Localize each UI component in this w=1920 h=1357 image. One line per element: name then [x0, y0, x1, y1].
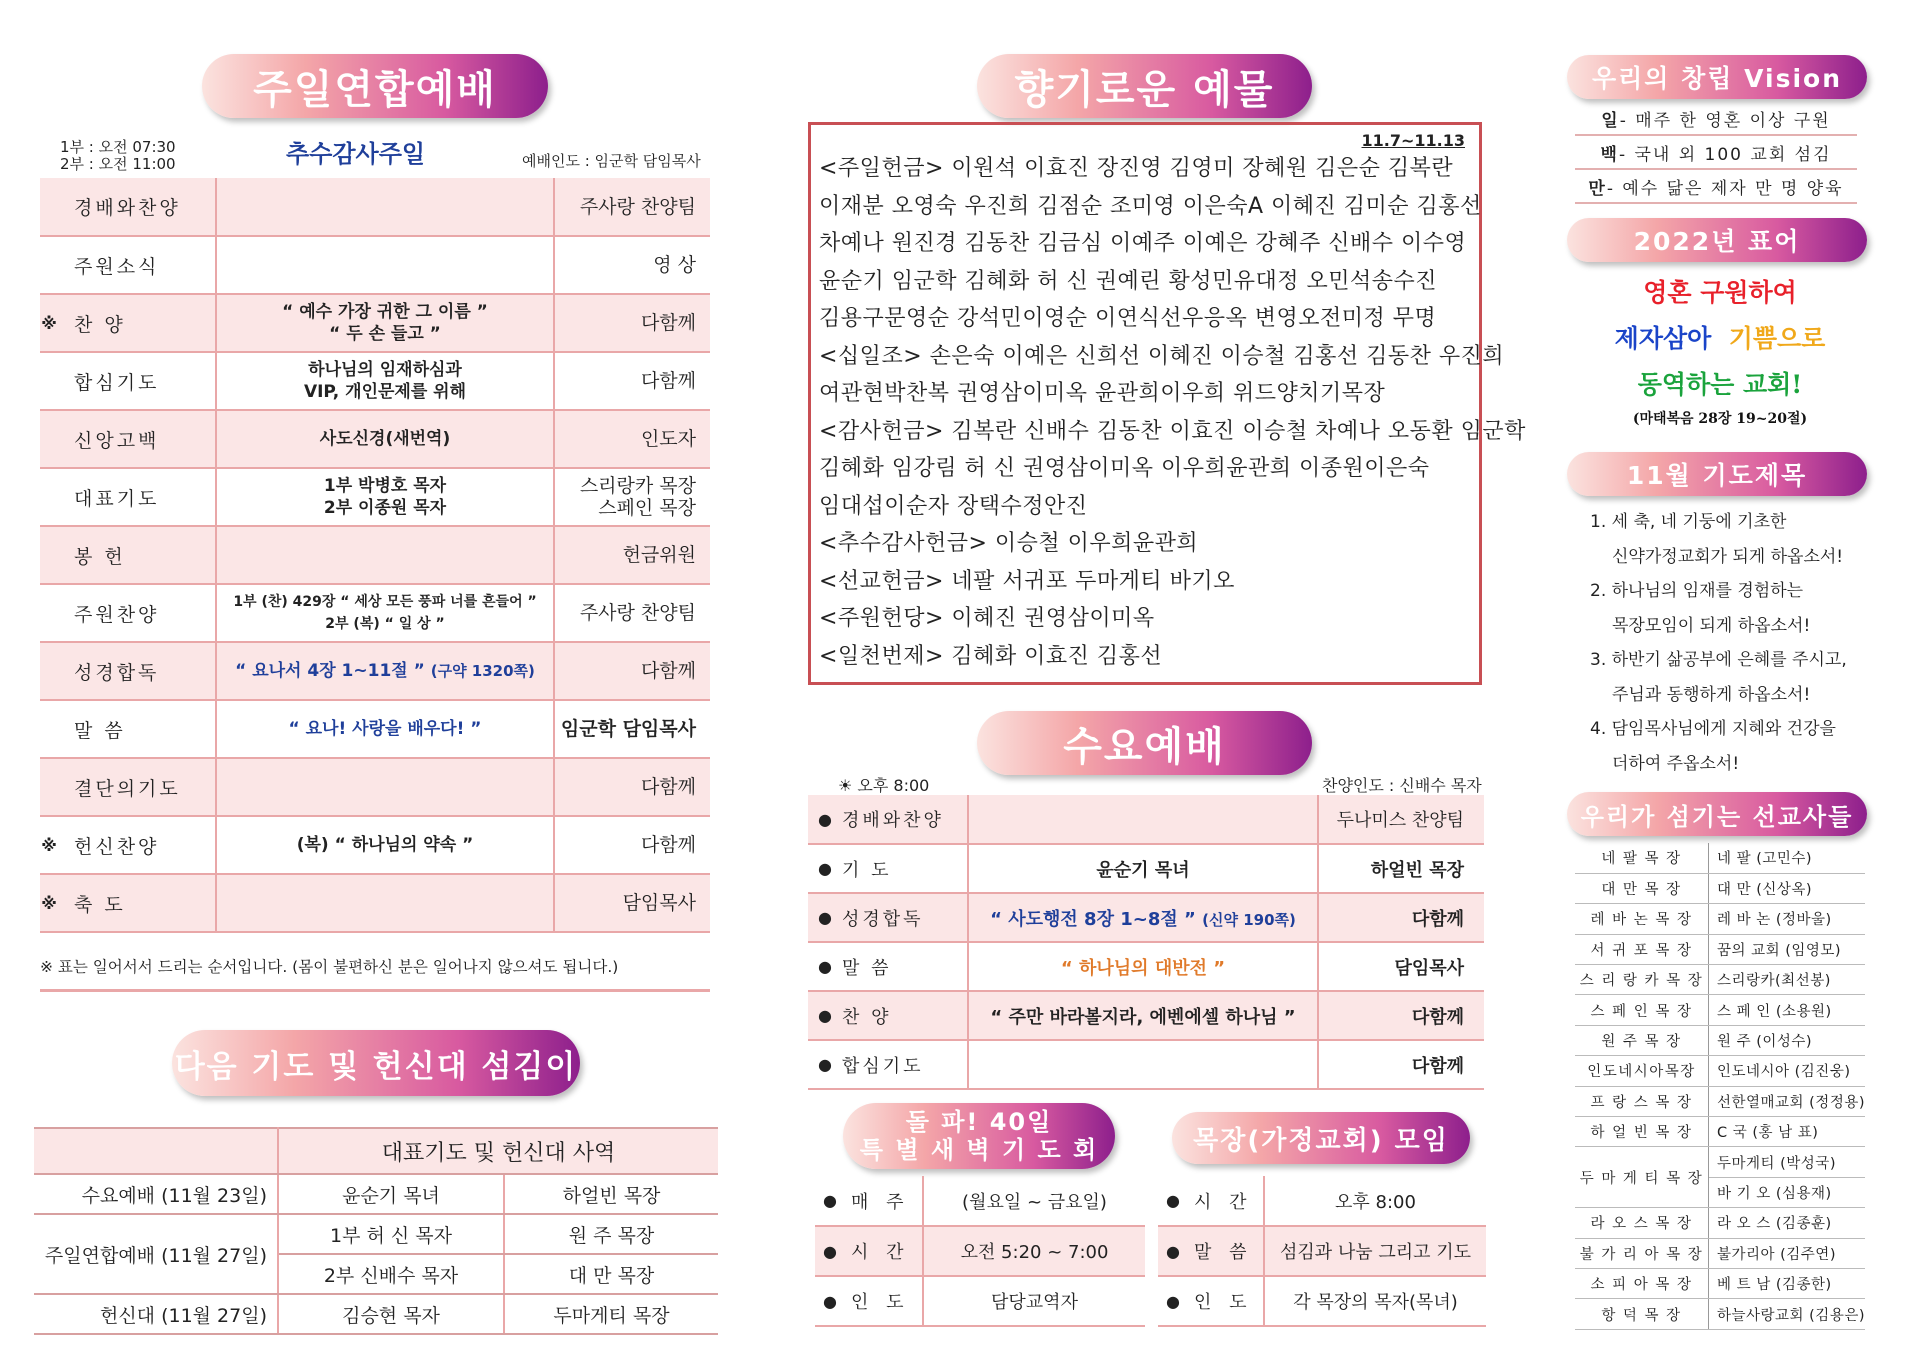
- stand-mark: [40, 410, 58, 468]
- order-item-content: [216, 236, 554, 294]
- duty-prayer: 2부 신배수 목자: [278, 1254, 504, 1294]
- order-item-leader: 다함께: [554, 816, 710, 874]
- order-item-name: 주원찬양: [58, 584, 216, 642]
- mission-group: 대 만 목 장: [1575, 873, 1709, 903]
- order-item-leader: 담임목사: [554, 874, 710, 932]
- table-row: [40, 236, 710, 294]
- vision-item: 백 - 국내 외 100 교회 섬김: [1575, 136, 1857, 170]
- offering-line: 김용구문영순 강석민이영순 이연식선우응옥 변영오전미정 무명: [819, 306, 1437, 331]
- missionary-name: 네 팔 (고민수): [1709, 843, 1866, 873]
- duty-prayer: 윤순기 목녀: [278, 1174, 504, 1214]
- order-item-name: 성경합독: [842, 893, 968, 942]
- duty-cell: 하얼빈 목장: [504, 1174, 718, 1214]
- mission-group: 두 마 게 티 목 장: [1575, 1147, 1709, 1208]
- order-item-leader: 하얼빈 목장: [1318, 844, 1484, 893]
- duty-event: 헌신대 (11월 27일): [34, 1294, 278, 1334]
- table-row: ● 매 주 (월요일 ~ 금요일): [815, 1176, 1145, 1226]
- table-row: [40, 816, 710, 874]
- order-item-name: 주원소식: [58, 236, 216, 294]
- bullet-icon: ●: [808, 942, 842, 991]
- wednesday-time: ☀ 오후 8:00: [838, 776, 930, 795]
- order-item-name: 말 씀: [58, 700, 216, 758]
- bullet-icon: ●: [808, 795, 842, 844]
- order-item-name: 신앙고백: [58, 410, 216, 468]
- duty-cell: 대 만 목장: [504, 1254, 718, 1294]
- order-item-leader: 다함께: [554, 352, 710, 410]
- missions-table: [1575, 843, 1865, 1330]
- bullet-icon: ●: [808, 1040, 842, 1089]
- order-item-content: 1부 박병호 목자 2부 이종원 목자: [216, 468, 554, 526]
- table-row: ● 시 간 오전 5:20 ~ 7:00: [815, 1226, 1145, 1276]
- missions-banner: 우리가 섬기는 선교사들: [1567, 792, 1867, 836]
- order-item-name: 합심기도: [842, 1040, 968, 1089]
- motto-line-1: 영혼 구원하여: [1643, 278, 1797, 307]
- order-item-leader: 스리랑카 목장 스페인 목장: [554, 468, 710, 526]
- order-item-content: 1부 (찬) 429장 “ 세상 모든 풍파 너를 흔들어 ” 2부 (복) “ 일 상 ”: [216, 584, 554, 642]
- order-item-name: 헌신찬양: [58, 816, 216, 874]
- table-row: [40, 758, 710, 816]
- cell-row-label: 시 간: [1188, 1176, 1264, 1226]
- offering-box: [808, 122, 1526, 685]
- missionary-name: 바 기 오 (심용재): [1709, 1177, 1866, 1207]
- table-row: [1575, 1238, 1865, 1268]
- cell-row-label: 말 씀: [1188, 1226, 1264, 1276]
- offering-line: 여관현박찬복 권영삼이미옥 윤관희이우희 위드양치기목장: [819, 381, 1386, 406]
- order-item-content: “ 요나! 사랑을 배우다! ”: [216, 700, 554, 758]
- missionary-name: 인도네시아 (김진웅): [1709, 1056, 1866, 1086]
- mission-group: 인도네시아목장: [1575, 1056, 1709, 1086]
- order-item-leader: 임군학 담임목사: [554, 700, 710, 758]
- cell-row-value: 섬김과 나눔 그리고 기도: [1264, 1226, 1486, 1276]
- order-item-name: 대표기도: [58, 468, 216, 526]
- table-row: [1575, 965, 1865, 995]
- order-item-name: 성경합독: [58, 642, 216, 700]
- order-item-content: “ 요나서 4장 1~11절 ” (구약 1320쪽): [216, 642, 554, 700]
- duty-event: 수요예배 (11월 23일): [34, 1174, 278, 1214]
- order-item-leader: 인도자: [554, 410, 710, 468]
- order-item-leader: 두나미스 찬양팀: [1318, 795, 1484, 844]
- order-item-leader: 다함께: [1318, 1040, 1484, 1089]
- offering-line: <주일헌금> 이원석 이효진 장진영 김영미 장혜원 김은순 김복란: [819, 156, 1454, 181]
- missionary-name: 라 오 스 (김종훈): [1709, 1208, 1866, 1238]
- bullet-icon: ●: [808, 893, 842, 942]
- order-item-leader: 다함께: [1318, 893, 1484, 942]
- table-row: [1575, 1086, 1865, 1116]
- missionary-name: 스리랑카(최선봉): [1709, 965, 1866, 995]
- offering-date: 11.7~11.13: [1361, 131, 1465, 150]
- order-item-leader: 다함께: [1318, 991, 1484, 1040]
- table-row: [1575, 904, 1865, 934]
- mission-group: 프 랑 스 목 장: [1575, 1086, 1709, 1116]
- order-item-name: 축 도: [58, 874, 216, 932]
- order-item-content: 윤순기 목녀: [968, 844, 1318, 893]
- motto-line-3: 동역하는 교회!: [1637, 370, 1803, 399]
- order-item-name: 찬 양: [842, 991, 968, 1040]
- table-row: [40, 352, 710, 410]
- order-item-leader: 다함께: [554, 758, 710, 816]
- mission-group: 레 바 논 목 장: [1575, 904, 1709, 934]
- duty-cell: 두마게티 목장: [504, 1294, 718, 1334]
- stand-mark: ※: [40, 874, 58, 932]
- vision-banner: 우리의 창립 Vision: [1567, 55, 1867, 99]
- table-row: [808, 991, 1484, 1040]
- duty-banner: 다음 기도 및 헌신대 섬김이: [172, 1030, 580, 1096]
- wednesday-order-table: [808, 795, 1484, 1090]
- order-item-name: 합심기도: [58, 352, 216, 410]
- order-item-content: [216, 178, 554, 236]
- stand-mark: [40, 758, 58, 816]
- missionary-name: 스 페 인 (소용원): [1709, 995, 1866, 1025]
- missionary-name: 불가리아 (김주연): [1709, 1238, 1866, 1268]
- table-row: [1575, 995, 1865, 1025]
- stand-mark: [40, 352, 58, 410]
- sunday-banner: 주일연합예배: [202, 54, 548, 118]
- order-item-content: [968, 1040, 1318, 1089]
- stand-mark: [40, 584, 58, 642]
- dawn-row-value: 오전 5:20 ~ 7:00: [923, 1226, 1145, 1276]
- duty-event: 주일연합예배 (11월 27일): [34, 1214, 278, 1294]
- missionary-name: 레 바 논 (정바울): [1709, 904, 1866, 934]
- offering-line: 이재분 오영숙 우진희 김점순 조미영 이은숙A 이혜진 김미순 김홍선: [819, 193, 1482, 219]
- duty-prayer: 1부 허 신 목자: [278, 1214, 504, 1254]
- sunday-time-2: 2부 : 오전 11:00: [60, 155, 176, 173]
- order-item-leader: 다함께: [554, 642, 710, 700]
- motto-reference: (마태복음 28장 19~20절): [1632, 411, 1808, 427]
- table-row: [808, 844, 1484, 893]
- dawn-row-label: 시 간: [845, 1226, 923, 1276]
- cell-table: [1158, 1176, 1486, 1327]
- order-item-content: “ 사도행전 8장 1~8절 ” (신약 190쪽): [968, 893, 1318, 942]
- bullet-icon: ●: [808, 844, 842, 893]
- table-row: [1575, 1025, 1865, 1055]
- order-item-leader: 주사랑 찬양팀: [554, 584, 710, 642]
- prayer-line: 2. 하나님의 임재를 경험하는: [1590, 581, 1804, 601]
- table-row: ● 말 씀 섬김과 나눔 그리고 기도: [1158, 1226, 1486, 1276]
- cell-row-label: 인 도: [1188, 1276, 1264, 1326]
- vision-item: 만 - 예수 닮은 제자 만 명 양육: [1575, 170, 1857, 204]
- order-item-leader: 다함께: [554, 294, 710, 352]
- table-row: [808, 942, 1484, 991]
- dawn-banner-line1: 돌 파! 40일: [905, 1108, 1053, 1136]
- motto-banner: 2022년 표어: [1567, 218, 1867, 262]
- dawn-table: [815, 1176, 1145, 1327]
- dawn-row-value: 담당교역자: [923, 1276, 1145, 1326]
- mission-group: 스 리 랑 카 목 장: [1575, 965, 1709, 995]
- offering-line: <일천번제> 김혜화 이효진 김홍선: [819, 643, 1163, 669]
- order-item-content: [216, 758, 554, 816]
- prayer-line: 목장모임이 되게 하옵소서!: [1612, 615, 1811, 636]
- table-row: [34, 1174, 718, 1214]
- mission-group: 라 오 스 목 장: [1575, 1208, 1709, 1238]
- order-item-name: 경배와찬양: [58, 178, 216, 236]
- table-row: [1575, 934, 1865, 964]
- mission-group: 서 귀 포 목 장: [1575, 934, 1709, 964]
- sunday-leader: 예배인도 : 임군학 담임목사: [522, 152, 701, 170]
- mission-group: 스 페 인 목 장: [1575, 995, 1709, 1025]
- table-row: [1575, 1268, 1865, 1298]
- order-item-content: “ 예수 가장 귀한 그 이름 ” “ 두 손 들고 ”: [216, 294, 554, 352]
- stand-mark: [40, 236, 58, 294]
- prayer-banner: 11월 기도제목: [1567, 452, 1867, 496]
- table-row: [40, 294, 710, 352]
- missionary-name: 두마게티 (박성국): [1709, 1147, 1866, 1177]
- order-item-leader: 주사랑 찬양팀: [554, 178, 710, 236]
- prayer-line: 더하여 주옵소서!: [1612, 753, 1740, 774]
- order-item-content: (복) “ 하나님의 약속 ”: [216, 816, 554, 874]
- table-row: [40, 874, 710, 932]
- stand-mark: [40, 642, 58, 700]
- stand-mark: [40, 178, 58, 236]
- table-row: [1575, 1299, 1865, 1329]
- dawn-banner-line2: 특 별 새 벽 기 도 회: [859, 1136, 1099, 1164]
- vision-list: [1575, 102, 1857, 204]
- dawn-row-label: 인 도: [845, 1276, 923, 1326]
- sunday-time-1: 1부 : 오전 07:30: [60, 138, 176, 156]
- table-row: [1575, 1208, 1865, 1238]
- mission-group: 소 피 아 목 장: [1575, 1268, 1709, 1298]
- sunday-order-table: [40, 178, 710, 933]
- missionary-name: 선한열매교회 (정정용): [1709, 1086, 1866, 1116]
- prayer-line: 3. 하반기 삶공부에 은혜를 주시고,: [1590, 650, 1847, 670]
- stand-mark: ※: [40, 294, 58, 352]
- stand-mark: [40, 526, 58, 584]
- offering-line: <추수감사헌금> 이승철 이우희윤관희: [819, 531, 1199, 556]
- offering-list: [819, 150, 1526, 675]
- missionary-name: 꿈의 교회 (임영모): [1709, 934, 1866, 964]
- bullet-icon: ●: [808, 991, 842, 1040]
- stand-mark: [40, 700, 58, 758]
- table-row: [34, 1294, 718, 1334]
- offering-line: 김혜화 임강림 허 신 권영삼이미옥 이우희윤관희 이종원이은숙: [819, 456, 1430, 481]
- order-item-content: [968, 795, 1318, 844]
- wednesday-leader: 찬양인도 : 신배수 목자: [1322, 776, 1482, 795]
- order-item-content: [216, 526, 554, 584]
- table-row: [40, 178, 710, 236]
- table-row: [34, 1214, 718, 1254]
- duty-table: [34, 1127, 718, 1335]
- offering-line: 차예나 원진경 김동찬 김금심 이예주 이예은 강혜주 신배수 이수영: [819, 231, 1467, 256]
- missionary-name: 베 트 남 (김종한): [1709, 1268, 1866, 1298]
- offering-line: <십일조> 손은숙 이예은 신희선 이혜진 이승철 김홍선 김동찬 우진희: [819, 343, 1505, 369]
- order-item-name: 말 씀: [842, 942, 968, 991]
- dawn-banner: [843, 1103, 1115, 1169]
- order-item-leader: 영 상: [554, 236, 710, 294]
- order-item-content: 사도신경(새번역): [216, 410, 554, 468]
- order-item-content: “ 주만 바라볼지라, 에벤에셀 하나님 ”: [968, 991, 1318, 1040]
- missionary-name: C 국 (홍 남 표): [1709, 1117, 1866, 1147]
- order-item-content: [216, 874, 554, 932]
- table-row: ● 인 도 각 목장의 목자(목녀): [1158, 1276, 1486, 1326]
- prayer-line: 1. 세 축, 네 기둥에 기초한: [1590, 512, 1787, 532]
- order-item-name: 기 도: [842, 844, 968, 893]
- table-row: [40, 410, 710, 468]
- wednesday-banner: 수요예배: [977, 711, 1312, 775]
- motto-line-2: 제자삼아 기쁨으로: [1614, 324, 1826, 353]
- stand-mark: [40, 468, 58, 526]
- offering-line: <주원헌당> 이혜진 권영삼이미옥: [819, 606, 1155, 631]
- order-item-page: (구약 1320쪽): [430, 662, 535, 680]
- prayer-line: 주님과 동행하게 하옵소서!: [1612, 684, 1811, 705]
- vision-item: 일 - 매주 한 영혼 이상 구원: [1575, 102, 1857, 136]
- sunday-theme: 추수감사주일: [286, 140, 426, 168]
- table-row: [40, 642, 710, 700]
- stand-mark: ※: [40, 816, 58, 874]
- table-row: [1575, 843, 1865, 873]
- offering-line: <선교헌금> 네팔 서귀포 두마게티 바기오: [819, 568, 1235, 594]
- mission-group: 하 얼 빈 목 장: [1575, 1117, 1709, 1147]
- table-row: [808, 893, 1484, 942]
- offering-banner: 향기로운 예물: [977, 54, 1312, 118]
- dawn-row-value: (월요일 ~ 금요일): [923, 1176, 1145, 1226]
- order-item-name: 경배와찬양: [842, 795, 968, 844]
- offering-line: <감사헌금> 김복란 신배수 김동찬 이효진 이승철 차예나 오동환 임군학: [819, 418, 1526, 444]
- order-item-leader: 헌금위원: [554, 526, 710, 584]
- prayer-list: [1590, 505, 1870, 781]
- mission-group: 항 덕 목 장: [1575, 1299, 1709, 1329]
- cell-row-value: 각 목장의 목자(목녀): [1264, 1276, 1486, 1326]
- dawn-row-label: 매 주: [845, 1176, 923, 1226]
- prayer-line: 신약가정교회가 되게 하옵소서!: [1612, 546, 1844, 567]
- missionary-name: 하늘사랑교회 (김용은): [1709, 1299, 1866, 1329]
- sunday-note: ※ 표는 일어서서 드리는 순서입니다. (몸이 불편하신 분은 일어나지 않으셔도 됩니다.): [40, 955, 710, 992]
- cell-banner: 목장(가정교회) 모임: [1172, 1112, 1470, 1164]
- table-row: ● 시 간 오후 8:00: [1158, 1176, 1486, 1226]
- order-item-name: 결단의기도: [58, 758, 216, 816]
- table-row: [40, 526, 710, 584]
- mission-group: 불 가 리 아 목 장: [1575, 1238, 1709, 1268]
- sunday-times: [60, 139, 176, 173]
- table-row: [1575, 1117, 1865, 1147]
- table-row: [40, 468, 710, 526]
- table-row: [808, 795, 1484, 844]
- table-row: [40, 700, 710, 758]
- table-row: [1575, 873, 1865, 903]
- order-item-content: “ 하나님의 대반전 ”: [968, 942, 1318, 991]
- missionary-name: 원 주 (이성수): [1709, 1025, 1866, 1055]
- offering-line: 윤순기 임군학 김혜화 허 신 권예린 황성민유대정 오민석송수진: [819, 268, 1438, 294]
- order-item-name: 찬 양: [58, 294, 216, 352]
- table-row: [40, 584, 710, 642]
- motto: [1570, 270, 1870, 430]
- mission-group: 원 주 목 장: [1575, 1025, 1709, 1055]
- order-item-name: 봉 헌: [58, 526, 216, 584]
- duty-prayer: 김승현 목자: [278, 1294, 504, 1334]
- table-row: [808, 1040, 1484, 1089]
- missionary-name: 대 만 (신상옥): [1709, 873, 1866, 903]
- order-item-leader: 담임목사: [1318, 942, 1484, 991]
- prayer-line: 4. 담임목사님에게 지혜와 건강을: [1590, 719, 1836, 739]
- order-item-page: (신약 190쪽): [1202, 910, 1296, 929]
- order-item-content: 하나님의 임재하심과 VIP, 개인문제를 위해: [216, 352, 554, 410]
- table-row: [1575, 1056, 1865, 1086]
- duty-header: 대표기도 및 헌신대 사역: [278, 1128, 718, 1174]
- table-row: [1575, 1147, 1865, 1177]
- cell-row-value: 오후 8:00: [1264, 1176, 1486, 1226]
- duty-cell: 원 주 목장: [504, 1214, 718, 1254]
- offering-line: 임대섭이순자 장택수정안진: [819, 493, 1088, 519]
- mission-group: 네 팔 목 장: [1575, 843, 1709, 873]
- table-row: ● 인 도 담당교역자: [815, 1276, 1145, 1326]
